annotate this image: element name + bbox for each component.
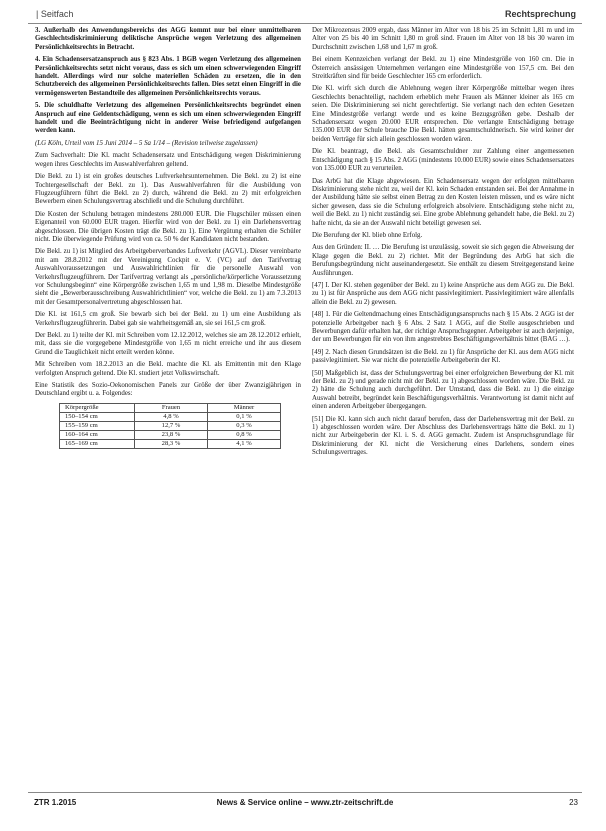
left-paragraph: Mit Schreiben vom 18.2.2013 an die Bekl. machte die Kl. als Emittentin mit den Klage verfolgten Anspruch geltend. Die Kl. studiert jetzt Volkswirtschaft. <box>35 361 301 377</box>
height-statistics-table <box>59 403 281 449</box>
table-cell: 0,3 % <box>208 421 281 430</box>
left-paragraph: Der Bekl. zu 1) teilte der Kl. mit Schreiben vom 12.12.2012, welches sie am 28.12.2012 erhielt, mit, dass sie die vorgegebene Mindestgröße von 1,65 m nicht erreiche und ihr aus diesem Grund die Tauglichkeit nicht erteilt werden könne. <box>35 332 301 356</box>
table-row <box>60 421 281 430</box>
left-paragraph: 5. Die schuldhafte Verletzung des allgemeinen Persönlichkeitsrechts begründet einen Anspruch auf eine Geldentschädigung, wenn es sich um einen schwerwiegenden Eingriff handelt und die Beeinträchtigung nicht in anderer Weise befriedigend aufgefangen werden kann. <box>35 102 301 135</box>
right-column <box>312 27 574 462</box>
left-paragraph: 4. Ein Schadensersatzanspruch aus § 823 Abs. 1 BGB wegen Verletzung des allgemeinen Persönlichkeitsrechts setzt nicht voraus, dass es sich um einen schwerwiegenden Eingriff handelt. Allerdings wird nur solche materiellen Schäden zu ersetzen, die in den Schutzbereich des allgemeinen Persönlichkeitsrechts fallen. Dies setzt einen Eingriff in die vermögenswerten Bestandteile des allgemeinen Persönlichkeitsrechts voraus. <box>35 56 301 97</box>
table-header-cell: Männer <box>208 403 281 412</box>
header-rule <box>28 23 582 24</box>
left-paragraph: Zum Sachverhalt: Die Kl. macht Schadensersatz und Entschädigung wegen Diskriminierung wegen ihres Geschlechts im Auswahlverfahren geltend. <box>35 152 301 168</box>
table-cell: 4,1 % <box>208 439 281 448</box>
table-header-cell: Körpergröße <box>60 403 135 412</box>
table-cell: 0,8 % <box>208 430 281 439</box>
header-section: | Seitfach <box>36 9 74 19</box>
footer-website: News & Service online – www.ztr-zeitschrift.de <box>216 798 394 807</box>
right-paragraph: Die Berufung der Kl. blieb ohne Erfolg. <box>312 231 423 239</box>
right-paragraph: Aus den Gründen: II. … Die Berufung ist unzulässig, soweit sie sich gegen die Abweisung der Klage gegen die Bekl. zu 2) richtet. Mit der Begründung des ArbG hat sich die Berufungsbegründung nicht auseinandergesetzt. Sie enthält zu diesem Streitgegenstand keine Ausführungen. <box>312 244 574 277</box>
left-paragraph: Die Kosten der Schulung betragen mindestens 280.000 EUR. Die Flugschüler müssen einen Eigenanteil von 60.000 EUR tragen. Hierfür wird von der Bekl. zu 1) ein Darlehensvertrag abgeschlossen. Die übrigen Kosten trägt die Bekl. zu 1). Eine Vergütung erhalten die Schüler nicht. Die überwiegende Prüfung wird von ca. 50 % der Kandidaten nicht bestanden. <box>35 210 301 243</box>
left-paragraph: Die Kl. ist 161,5 cm groß. Sie bewarb sich bei der Bekl. zu 1) um eine Ausbildung als Verkehrsflugzeugführerin. Dabei gab sie wahrheitsgemäß an, sie sei 161,5 cm groß. <box>35 311 301 327</box>
table-cell: 4,8 % <box>135 412 208 421</box>
right-paragraph: [48] 1. Für die Geltendmachung eines Entschädigungsanspruchs nach § 15 Abs. 2 AGG ist der potenzielle Arbeitgeber nach § 6 Abs. 2 Satz 1 AGG, auf die Stelle ausgeschrieben und Bewerbungen dafür erhalten hat, der richtige Anspruchsgegner. Arbeitgeber ist auch derjenige, der um Bewerbungen für ein von ihm angestrebtes Beschäftigungsverhältnis bittet (BAG …). <box>312 311 574 344</box>
left-column <box>35 27 301 449</box>
right-paragraph: Der Mikrozensus 2009 ergab, dass Männer im Alter von 18 bis 25 im Schnitt 1,81 m und im Alter von 25 bis 40 im Schnitt 1,80 m groß sind. Frauen im Alter von 18 bis 30 waren im Durchschnitt zwischen 1,68 und 1,67 m groß. <box>312 27 574 51</box>
page-number: 23 <box>569 798 578 807</box>
table-header-cell: Frauen <box>135 403 208 412</box>
right-paragraph: Die Kl. wirft sich durch die Ablehnung wegen ihrer Körpergröße mittelbar wegen ihres Geschlechts benachteiligt, nachdem erheblich mehr Frauen als Männer kleiner als 165 cm seien. Die Diskriminierung sei nicht gerechtfertigt. Sie verlangt nach den echten Gesetzen Eine Mindestgröße verlangt werde und es keine Bezugsgrößen gebe. Deshalb der Schadensersatz wegen 20.000 EUR entsprechen. Die verlangte Entschädigung betrage 135.000 EUR der Schule brauche Die Bekl. hätten gesamtschuldnerisch. Sie wird keiner der beiden Verträge für sich allein geschlossen worden wären. <box>312 85 574 143</box>
table-cell: 165–169 cm <box>60 439 135 448</box>
left-paragraph: Eine Statistik des Sozio-Oekonomischen Panels zur Größe der über Zwanzigjährigen in Deutschland ergibt u. a. Folgendes: <box>35 382 301 398</box>
right-paragraph: [47] I. Der Kl. stehen gegenüber der Bekl. zu 1) keine Ansprüche aus dem AGG zu. Die Bekl. zu 1) ist für Ansprüche aus dem AGG nicht passivlegitimiert. Passivlegitimiert wäre allenfalls allein die Bekl. zu 2) gewesen. <box>312 281 574 306</box>
header-title: Rechtsprechung <box>504 9 576 19</box>
table-row <box>60 412 281 421</box>
left-paragraph: 3. Außerhalb des Anwendungsbereichs des AGG kommt nur bei einer unmittelbaren Geschlechtsdiskriminierung deliktische Ansprüche wegen Verletzung des allgemeinen Persönlichkeitsrechts in Betracht. <box>35 27 301 51</box>
table-row <box>60 439 281 448</box>
table-header-row <box>60 403 281 412</box>
right-paragraph: Das ArbG hat die Klage abgewiesen. Ein Schadensersatz wegen der erfolgten mittelbaren Diskriminierung stehe nicht zu, weil der Kl. kein Schaden entstanden sei. Bei der Annahme in der Ausbildung hätte sie selbst einen Betrag zu den Kosten leisten müssen, und es wäre nicht sicher gewesen, dass sie die Schulung erfolgreich absolviere. Entschädigung stehe nicht zu, weil die Bekl. zu 1) nicht zuständig sei. Eine grobe Ablehnung gehandelt habe, die Bekl. zu 2) hafte nicht, da sie an der Auswahl nicht beteiligt gewesen sei. <box>312 177 574 227</box>
left-paragraph: (LG Köln, Urteil vom 15 Juni 2014 – 5 Sa 1/14 – (Revision teilweise zugelassen) <box>35 139 258 147</box>
left-paragraph: Die Bekl. zu 1) ist ein großes deutsches Luftverkehrsunternehmen. Die Bekl. zu 2) ist eine Tochtergesellschaft der Bekl. zu 1). Das Auswahlverfahren für die Ausbildung von Flugzeugführern führt die Bekl. zu 2) durch, während die Bekl. zu 2) mit erfolgreichen Bewerbern einen Schulungsvertrag abschließt und die Schulung durchführt. <box>35 173 301 206</box>
footer-journal: ZTR 1.2015 <box>34 798 77 807</box>
table-cell: 23,8 % <box>135 430 208 439</box>
table-cell: 150–154 cm <box>60 412 135 421</box>
left-paragraph: Die Bekl. zu 1) ist Mitglied des Arbeitgeberverbandes Luftverkehr (AGVL). Dieser vereinbarte mit am 28.8.2012 mit der Vereinigung Cockpit e. V. (VC) auf den Tarifvertrag Auswahlvoraussetzungen und Auswahlrichtlinien für die personelle Auswahl von Verkehrsflugzeugführern. Der Tarifvertrag verlangt als „persönliche/körperliche Voraussetzung vor Schulungsbeginn“ eine Körpergröße zwischen 1,65 m und 1,98 m. Dieselbe Mindestgröße sieht die „Bewerberausschreibung Auswahlrichtlinien“ vor, welche die Bekl. zu 1) am 7.3.2013 mit der Gesamtpersonalvertretung abgeschlossen hat. <box>35 248 301 306</box>
right-paragraph: Bei einem Kennzeichen verlangt der Bekl. zu 1) eine Mindestgröße von 160 cm. Die in Österreich ansässigen Unternehmen verlangen eine Mindestgröße von 157,5 cm. Bei den Streitkräften sind für beide Geschlechter 165 cm erforderlich. <box>312 56 574 81</box>
table-cell: 160–164 cm <box>60 430 135 439</box>
table-cell: 0,1 % <box>208 412 281 421</box>
right-paragraph: [50] Maßgeblich ist, dass der Schulungsvertrag bei einer erfolgreichen Bewerbung der Kl. mit der Bekl. zu 2) und gerade nicht mit der Bekl. zu 1) abgeschlossen worden wäre. Die Bekl. zu 2) hätte die Schulung auch durchgeführt. Der Umstand, dass die Bekl. zu 1) die einzige Auswahl betreibt, begründet kein Beschäftigungsverhältnis. Verantwortung ist damit nicht auf einen anderen Arbeitgeber übergegangen. <box>312 369 574 411</box>
table-cell: 28,3 % <box>135 439 208 448</box>
table-cell: 155–159 cm <box>60 421 135 430</box>
right-paragraph: [49] 2. Nach diesen Grundsätzen ist die Bekl. zu 1) für Ansprüche der Kl. aus dem AGG nicht passivlegitimiert. Sie war nicht die potenzielle Arbeitgeberin der Kl. <box>312 348 574 365</box>
right-paragraph: [51] Die Kl. kann sich auch nicht darauf berufen, dass der Darlehensvertrag mit der Bekl. zu 1) abgeschlossen worden wäre. Der Abschluss des Darlehensvertrags hätte die Bekl. zu 1) nicht zur Arbeitgeberin der Kl. i. S. d. AGG gemacht. Zudem ist Anspruchsgrundlage für Diskriminierung der Kl. nicht die Versicherung eines Darlehens, sondern eines Schulungsvertrages. <box>312 415 574 457</box>
page-header <box>28 4 582 24</box>
page-footer <box>28 792 582 809</box>
table-cell: 12,7 % <box>135 421 208 430</box>
right-paragraph: Die Kl. beantragt, die Bekl. als Gesamtschuldner zur Zahlung einer angemessenen Entschädigung nach § 15 Abs. 2 AGG (mindestens 10.000 EUR) sowie eines Schadensersatzes von 135.000 EUR zu verurteilen. <box>312 148 574 173</box>
table-row <box>60 430 281 439</box>
